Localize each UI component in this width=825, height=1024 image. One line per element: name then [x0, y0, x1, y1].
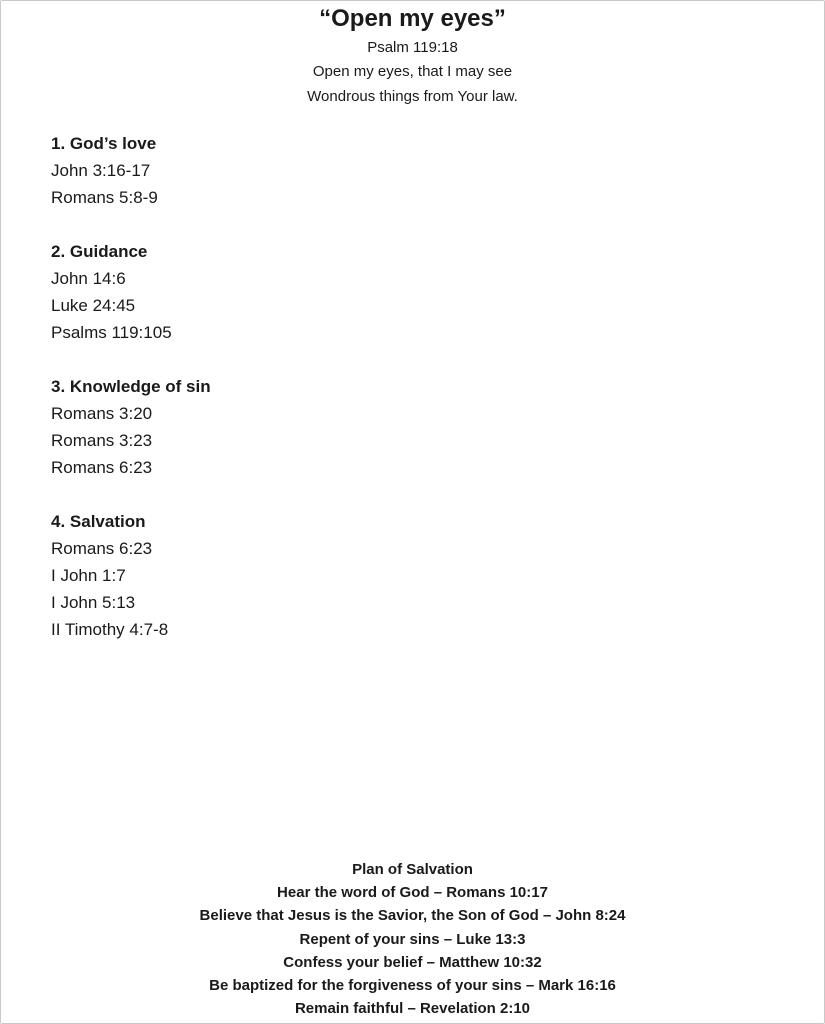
verse-reference: Romans 3:23 [51, 431, 153, 450]
verse-reference: John 14:6 [51, 269, 126, 288]
verse-reference: Romans 3:20 [51, 404, 153, 423]
section-guidance [51, 238, 551, 346]
plan-step: Confess your belief – Matthew 10:32 [283, 953, 542, 971]
verse-reference: Luke 24:45 [51, 296, 136, 315]
section-heading: 1. God’s love [51, 134, 157, 153]
section-knowledge-of-sin [51, 373, 551, 481]
verse-reference: II Timothy 4:7-8 [51, 620, 169, 639]
verse-reference: Psalms 119:105 [51, 323, 172, 342]
plan-step: Remain faithful – Revelation 2:10 [294, 1000, 531, 1018]
verse-line: Open my eyes, that I may see [312, 63, 513, 80]
plan-title: Plan of Salvation [352, 861, 473, 878]
document-header [0, 4, 825, 109]
plan-step: Be baptized for the forgiveness of your sins – Mark 16:16 [209, 977, 616, 995]
plan-step: Believe that Jesus is the Savior, the Son of God – John 8:24 [199, 907, 626, 925]
section-heading: 2. Guidance [51, 242, 148, 261]
section-heading: 4. Salvation [51, 512, 146, 531]
plan-of-salvation [0, 858, 825, 1020]
section-gods-love [51, 130, 551, 211]
verse-reference: I John 1:7 [51, 566, 126, 585]
verse-reference: I John 5:13 [51, 593, 136, 612]
page-title: “Open my eyes” [319, 5, 506, 32]
verse-reference: John 3:16-17 [51, 161, 151, 180]
section-heading: 3. Knowledge of sin [51, 377, 211, 396]
plan-step: Repent of your sins – Luke 13:3 [299, 930, 526, 948]
scripture-reference: Psalm 119:18 [367, 39, 458, 56]
section-salvation [51, 508, 551, 643]
verse-line: Wondrous things from Your law. [307, 88, 518, 105]
verse-reference: Romans 6:23 [51, 539, 153, 558]
verse-reference: Romans 6:23 [51, 458, 153, 477]
plan-step: Hear the word of God – Romans 10:17 [277, 884, 548, 902]
topic-sections [51, 130, 551, 670]
verse-reference: Romans 5:8-9 [51, 188, 158, 207]
